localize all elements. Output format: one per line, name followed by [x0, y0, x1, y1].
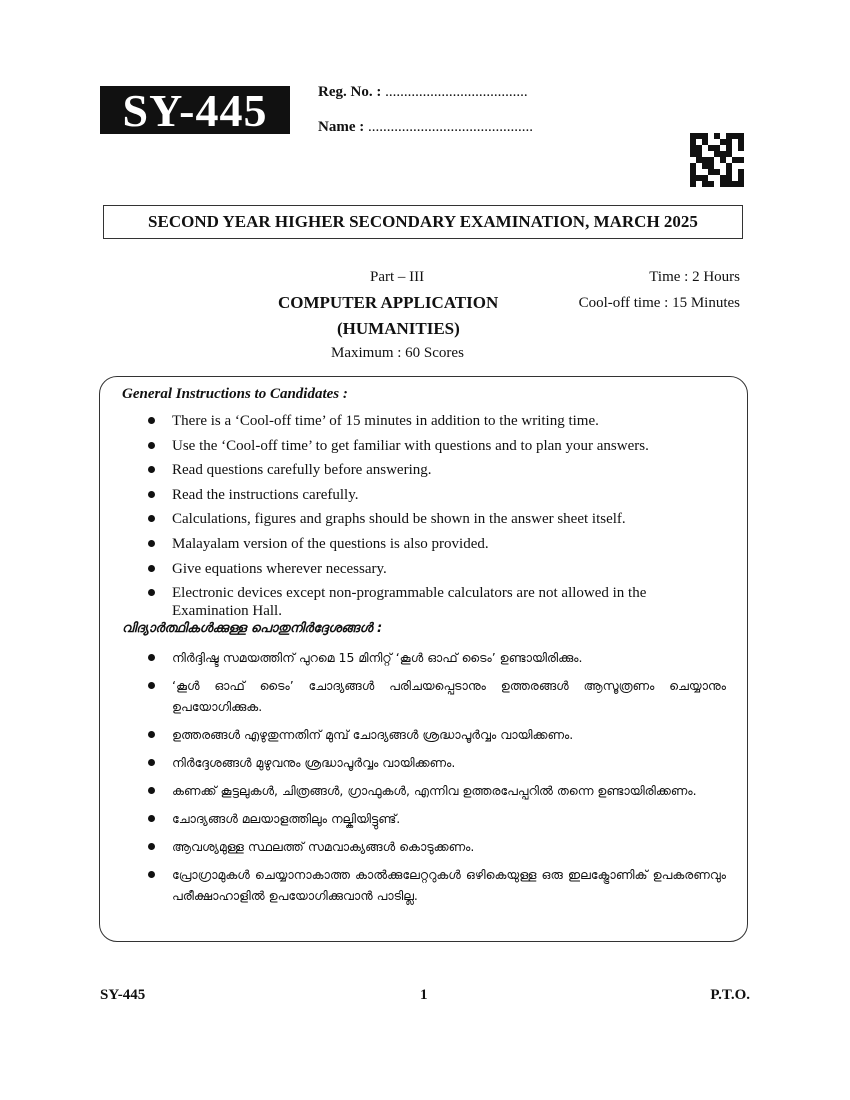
reg-no-field	[318, 84, 528, 101]
list-item: നിർദ്ദിഷ്ട സമയത്തിന് പുറമെ 15 മിനിറ്റ് ‘കൂൾ ഓഫ് ടൈം’ ഉണ്ടായിരിക്കും.	[146, 647, 726, 668]
pto-label: P.T.O.	[710, 987, 750, 1003]
list-item: Use the ‘Cool-off time’ to get familiar with questions and to plan your answers.	[146, 437, 726, 455]
list-item: കണക്ക് കൂട്ടലുകൾ, ചിത്രങ്ങൾ, ഗ്രാഫുകൾ, എന്നിവ ഉത്തരപേപ്പറിൽ തന്നെ ഉണ്ടായിരിക്കണം.	[146, 780, 726, 801]
subject-title: COMPUTER APPLICATION	[278, 293, 499, 312]
exam-title: SECOND YEAR HIGHER SECONDARY EXAMINATION, MARCH 2025	[103, 205, 743, 239]
qr-code-icon	[690, 133, 744, 187]
instructions-list-en	[146, 412, 726, 627]
list-item: പ്രോഗ്രാമുകൾ ചെയ്യാനാകാത്ത കാൽക്കുലേറ്ററുകൾ ഒഴികെയുള്ള ഒരു ഇലക്ട്രോണിക് ഉപകരണവും പരീക്ഷാഹാളിൽ ഉപയോഗിക്കുവാൻ പാടില്ല.	[146, 864, 726, 906]
list-item: Read the instructions carefully.	[146, 486, 726, 504]
footer-code: SY-445	[100, 987, 146, 1003]
list-item: ചോദ്യങ്ങൾ മലയാളത്തിലും നല്കിയിട്ടുണ്ട്.	[146, 808, 726, 829]
reg-no-label: Reg. No. :	[318, 84, 382, 100]
name-field	[318, 119, 533, 136]
name-dots: ............................................	[367, 119, 533, 135]
instructions-heading-ml: വിദ്യാർത്ഥികൾക്കുള്ള പൊതുനിർദ്ദേശങ്ങൾ :	[122, 621, 383, 636]
list-item: ‘കൂൾ ഓഫ് ടൈം’ ചോദ്യങ്ങൾ പരിചയപ്പെടാനും ഉത്തരങ്ങൾ ആസൂത്രണം ചെയ്യാനും ഉപയോഗിക്കുക.	[146, 675, 726, 717]
page-number: 1	[420, 987, 428, 1003]
list-item: ആവശ്യമുള്ള സ്ഥലത്ത് സമവാക്യങ്ങൾ കൊടുക്കണം.	[146, 836, 726, 857]
list-item: Read questions carefully before answering.	[146, 461, 726, 479]
list-item: There is a ‘Cool-off time’ of 15 minutes in addition to the writing time.	[146, 412, 726, 430]
instructions-heading-en: General Instructions to Candidates :	[122, 386, 348, 402]
paper-code: SY-445	[100, 86, 290, 134]
list-item: Malayalam version of the questions is also provided.	[146, 535, 726, 553]
list-item: Electronic devices except non-programmable calculators are not allowed in the Examination Hall.	[146, 584, 726, 620]
name-label: Name :	[318, 119, 365, 135]
max-score-label: Maximum : 60 Scores	[331, 345, 464, 361]
cool-off-label: Cool-off time : 15 Minutes	[578, 295, 740, 311]
list-item: നിർദ്ദേശങ്ങൾ മുഴുവനും ശ്രദ്ധാപൂർവ്വം വായിക്കണം.	[146, 752, 726, 773]
list-item: ഉത്തരങ്ങൾ എഴുതുന്നതിന് മുമ്പ് ചോദ്യങ്ങൾ ശ്രദ്ധാപൂർവ്വം വായിക്കണം.	[146, 724, 726, 745]
part-label: Part – III	[370, 269, 425, 285]
list-item: Give equations wherever necessary.	[146, 560, 726, 578]
instructions-list-ml	[146, 647, 726, 913]
stream-label: (HUMANITIES)	[337, 319, 460, 338]
time-label: Time : 2 Hours	[649, 269, 740, 285]
reg-no-dots: ......................................	[385, 84, 528, 100]
list-item: Calculations, figures and graphs should be shown in the answer sheet itself.	[146, 510, 726, 528]
